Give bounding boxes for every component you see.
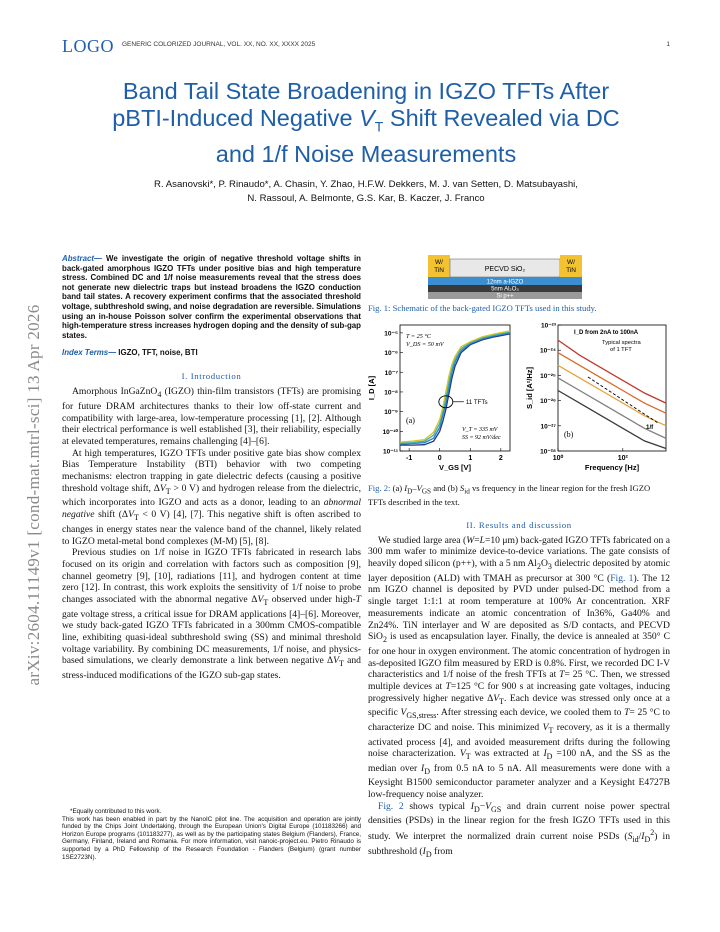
figure-1-caption: [368, 303, 670, 313]
section-heading-results: II. Results and discussion: [466, 519, 572, 530]
index-terms-label: Index Terms—: [62, 348, 117, 358]
panel-a-xlabel: V_GS [V]: [438, 463, 472, 472]
panel-a-ytick-label: 10⁻¹⁰: [382, 428, 398, 436]
panel-a-xtick-label: -1: [406, 455, 413, 462]
panel-a-ylabel: I_D [A]: [367, 375, 376, 401]
panel-b-series-4: [558, 391, 666, 449]
panel-b-ytick-label: 10⁻²⁵: [540, 372, 556, 380]
panel-b-label: (b): [564, 430, 574, 439]
panel-b-plot: [525, 323, 666, 473]
title-line-3: and 1/f Noise Measurements: [215, 140, 517, 167]
contact-right-label: W/ TiN: [566, 259, 576, 274]
panel-b-ytick-label: 10⁻²⁸: [540, 448, 556, 456]
panel-b-slope: 1/f: [646, 424, 654, 431]
panel-a-ss: SS = 92 mV/dec: [462, 435, 501, 441]
panel-b-ytick-label: 10⁻²³: [541, 322, 556, 330]
passivation-label: PECVD SiO₂: [484, 266, 526, 273]
footnote-funding: This work has been enabled in part by the NanoIC pilot line. The acquisition and operation are jointly funded by the Chips Joint Undertaking, through the European Union's Digital Europe (101183266) and Horizon Europe programs (101183277), as well as by the participating states Belgium (Flanders), France, Germany, Finland, Ireland and Romania. For more information, visit nanoic-project.eu. Pietro Rinaudo is supported by a PhD Fellowship of the Research Foundation - Flanders (Belgium) (grant number 1SE2723N).: [62, 815, 361, 861]
panel-a-xtick-label: 2: [498, 455, 503, 462]
abstract: [62, 254, 361, 340]
journal-logo: LOGO: [62, 36, 114, 56]
panel-a-ytick-label: 10⁻⁷: [384, 369, 398, 377]
paper-title: [62, 78, 670, 168]
panel-b-xlabel: Frequency [Hz]: [584, 463, 640, 472]
results-body: [368, 535, 670, 861]
panel-b-series-1: [558, 353, 666, 414]
left-column: [62, 254, 361, 682]
panel-b-note1: Typical spectra: [602, 340, 641, 346]
panel-a-ytick-label: 10⁻⁸: [384, 389, 398, 397]
intro-paragraph-1: Amorphous InGaZnO$_4$ (IGZO) thin-film transistors (TFTs) are promising for future DRAM architectures thanks to their low off-state current and compatibility with large-area, low-temperature processing [1], [2]. Although their electrical performance is well established [3], their reliability, especially at elevated temperatures, remains challenging [4]–[6].: [62, 386, 362, 448]
figure-2-caption-label: Fig. 2:: [368, 483, 391, 493]
journal-line: GENERIC COLORIZED JOURNAL, VOL. XX, NO. XX, XXXX 2025: [122, 41, 316, 48]
section-heading-intro: I. Introduction: [181, 371, 242, 382]
panel-b-note2: of 1 TFT: [610, 347, 632, 353]
panel-a-ytick-label: 10⁻⁶: [384, 350, 398, 358]
panel-a-temp: T = 25 °C: [406, 333, 431, 340]
panel-a-plot: [367, 325, 510, 472]
abstract-label: Abstract—: [62, 254, 102, 263]
index-terms: [62, 348, 361, 358]
intro-paragraph-2: At high temperatures, IGZO TFTs under positive gate bias show complex Bias Temperature Instability (BTI) behavior with two competing mechanisms: electron trapping in gate dielectric defects (causing a positive threshold voltage shift, $\Delta V_T > 0$ V) and hydrogen release from the dielectric, which incorporates into IGZO and acts as a donor, leading to an abnormal negative shift ($\Delta V_T < 0$ V) [4], [7]. This negative shift is often ascribed to changes in energy states near the valence band of the channel, likely related to IGZO metal-metal bond complexes (M-M) [5], [8].: [62, 447, 361, 547]
footnote: [62, 808, 361, 861]
index-terms-text: IGZO, TFT, noise, BTI: [116, 348, 198, 358]
panel-a-ytick-label: 10⁻¹¹: [383, 448, 398, 456]
authors-line-2: N. Rassoul, A. Belmonte, G.S. Kar, B. Kaczer, J. Franco: [247, 192, 485, 204]
panel-a-annotation: 11 TFTs: [465, 398, 488, 406]
panel-a-label: (a): [406, 416, 415, 425]
title-line-1: Band Tail State Broadening in IGZO TFTs After: [122, 78, 610, 104]
panel-a-ytick-label: 10⁻⁹: [384, 409, 398, 417]
panel-b-xtick-label: 10⁰: [552, 455, 564, 462]
panel-a-vt: V_T = 335 mV: [462, 427, 498, 433]
figure-2-caption: Fig. 2: (a) $I_D-V_{GS}$ and (b) $S_{id}$ vs frequency in the linear region for the fresh IGZO TFTs described in the text.: [368, 483, 651, 507]
title-line-2: pBTI-Induced Negative $V_T$ Shift Revealed via DC: [112, 105, 620, 135]
abstract-text: We investigate the origin of negative threshold voltage shifts in back-gated amorphous IGZO TFTs under positive bias and high temperature stress. Combined DC and 1/f noise measurements reveal that the stress does not generate new dielectric traps but instead broadens the IGZO conduction band tail states. A recovery experiment confirms that the associated threshold voltage, subthreshold swing, and noise degradation are reversible. Simulations using an in-house Poisson solver confirm the experimental observations that high-temperature stress increases hydrogen doping and the density of sub-gap states.: [62, 254, 361, 340]
contact-left-label: W/ TiN: [434, 259, 444, 274]
panel-b-ytick-label: 10⁻²⁶: [540, 398, 556, 406]
figure-1-caption-label: Fig. 1:: [368, 303, 391, 313]
panel-a-xtick-label: 0: [437, 455, 442, 462]
results-paragraph-1: We studied large area (W=L=10 μm) back-gated IGZO TFTs fabricated on a 300 mm wafer to minimize device-to-device variations. The gate consists of heavily doped silicon (p++), with a 5 nm $Al_2O_3$ dielectric deposited by atomic layer deposition (ALD) with TMAH as precursor at 300 °C (Fig. 1). The 12 nm IGZO channel is deposited by PVD under pulsed-DC method from a single target 1:1:1 at room temperature at 100% Ar concentration. XRF measurements indicate an atomic concentration of In36%, Ga40% and Zn24%. TiN interlayer and W are deposited as S/D contacts, and PECVD SiO$_2$ is used as encapsulation layer. Finally, the device is annealed at 350° C for one hour in oxygen environment. The atomic concentration of hydrogen in as-deposited IGZO film measured by ERD is 0.8%. First, we recorded DC I-V characteristics and 1/f noise of the fresh TFTs at T= 25 °C. Then, we stressed multiple devices at T=125 °C for 900 s at increasing gate voltages, inducing progressively higher negative $\Delta V_T$. Each device was stressed only once at a specific $V_{GS,stress}$. After stressing each device, we cooled them to T= 25 °C to characterize DC and noise. This minimized $V_T$ recovery, as it is a thermally activated process [4], and avoided measurement drifts during the following noise characterization. $V_T$ was extracted at $I_D =100$ nA, and the SS as the median over $I_D$ from 0.5 nA to 5 nA. All measurements were done with a Keysight B1500 semiconductor parameter analyzer and a Keysight E4727B low-frequency noise analyzer.: [368, 534, 671, 801]
figure-2-plots: [368, 319, 670, 483]
panel-b-ytick-label: 10⁻²⁷: [540, 423, 556, 431]
results-paragraph-2: Fig. 2 shows typical $I_D-V_{GS}$ and drain current noise power spectral densities (PSDs) in the linear region for the fresh IGZO TFTs used in this study. We interpret the normalized drain current noise PSDs $(S_{id}/I_D^2)$ in subthreshold ($I_D$ from: [368, 800, 670, 859]
figure-1-caption-text: Schematic of the back-gated IGZO TFTs used in this study.: [390, 303, 597, 313]
arxiv-id: arXiv:2604.11149v1 [cond-mat.mtrl-sci] 13 Apr 2026: [24, 304, 43, 686]
footnote-equal: *Equally contributed to this work.: [70, 808, 162, 815]
panel-a-ytick-label: 10⁻⁵: [384, 330, 398, 338]
intro-body: [62, 386, 361, 681]
figure-1-schematic: [368, 255, 670, 299]
substrate-label: Si p++: [496, 293, 514, 300]
panel-b-ytick-label: 10⁻²⁴: [539, 347, 556, 355]
panel-a-vds: V_DS = 50 mV: [406, 341, 444, 348]
intro-paragraph-3: Previous studies on 1/f noise in IGZO TFTs fabricated in research labs focused on its origin and correlation with factors such as composition [9], channel geometry [9], [10], radiations [11], and hydrogen content at time zero [12]. In contrast, this work exploits the sensitivity of 1/f noise to probe changes associated with the abnormal negative $\Delta V_T$ observed under high-T gate voltage stress, a critical issue for DRAM applications [4]–[6]. Moreover, we study back-gated IGZO TFTs fabricated in a 300mm CMOS-compatible line, exhibiting quasi-ideal subthreshold swing (SS) and minimal threshold voltage variability. By combining DC measurements, 1/f noise, and physics-based simulations, we clearly demonstrate a link between negative $\Delta V_T$ and stress-induced modifications of the IGZO sub-gap states.: [62, 547, 361, 682]
panel-b-xtick-label: 10²: [617, 455, 628, 462]
panel-b-ylabel: S_id [A²/Hz]: [525, 366, 534, 410]
page-header: [62, 36, 670, 56]
dielectric-label: 5nm Al₂O₃: [491, 286, 519, 293]
author-list: [62, 178, 670, 205]
panel-a-xtick-label: 1: [468, 455, 473, 462]
channel-label: 12nm a-IGZO: [486, 279, 524, 286]
arxiv-stamp: [22, 215, 46, 775]
right-column: [368, 255, 670, 861]
authors-line-1: R. Asanovski*, P. Rinaudo*, A. Chasin, Y. Zhao, H.F.W. Dekkers, M. J. van Setten, D. Matsubayashi,: [154, 179, 578, 190]
page-number: 1: [666, 41, 670, 48]
panel-b-annotation: I_D from 2nA to 100nA: [574, 330, 639, 336]
